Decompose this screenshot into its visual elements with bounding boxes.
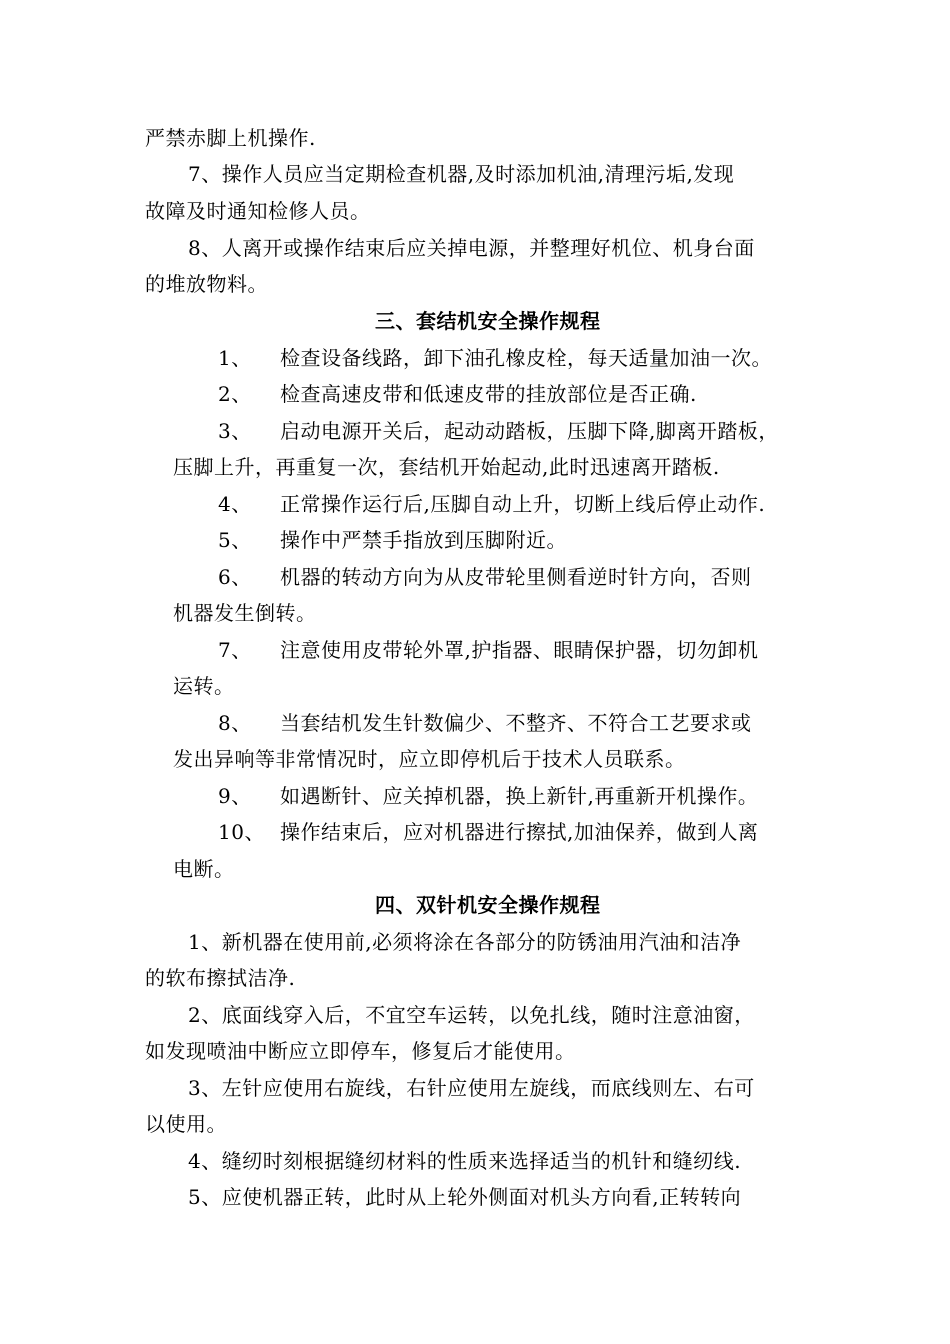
- text-line: 当套结机发生针数偏少、不整齐、不符合工艺要求或: [280, 711, 752, 735]
- item-number: 4、: [218, 492, 252, 516]
- text-line: 如发现喷油中断应立即停车，修复后才能使用。: [145, 1039, 576, 1063]
- item-number: 5、: [218, 528, 252, 552]
- text-line: 如遇断针、应关掉机器，换上新针,再重新开机操作。: [280, 784, 759, 808]
- item-number: 8、: [218, 711, 252, 735]
- text-line: 的堆放物料。: [145, 272, 268, 296]
- text-line: 注意使用皮带轮外罩,护指器、眼睛保护器，切勿卸机: [280, 638, 759, 662]
- text-line: 7、操作人员应当定期检查机器,及时添加机油,清理污垢,发现: [188, 162, 735, 186]
- item-number: 6、: [218, 565, 252, 589]
- text-line: 8、人离开或操作结束后应关掉电源，并整理好机位、机身台面: [188, 236, 755, 260]
- text-line: 5、应使机器正转，此时从上轮外侧面对机头方向看,正转转向: [188, 1185, 742, 1209]
- text-line: 机器的转动方向为从皮带轮里侧看逆时针方向，否则: [280, 565, 752, 589]
- text-line: 3、左针应使用右旋线，右针应使用左旋线，而底线则左、右可: [188, 1076, 755, 1100]
- text-line: 检查设备线路，卸下油孔橡皮栓，每天适量加油一次。: [280, 346, 772, 370]
- text-line: 电断。: [173, 857, 235, 881]
- item-number: 1、: [218, 346, 252, 370]
- text-line: 以使用。: [145, 1112, 227, 1136]
- text-line: 压脚上升，再重复一次，套结机开始起动,此时迅速离开踏板.: [173, 455, 720, 479]
- text-line: 操作结束后，应对机器进行擦拭,加油保养，做到人离: [280, 820, 759, 844]
- section-title: 四、双针机安全操作规程: [375, 893, 601, 917]
- text-line: 2、底面线穿入后，不宜空车运转，以免扎线，随时注意油窗，: [188, 1003, 755, 1027]
- text-line: 检查高速皮带和低速皮带的挂放部位是否正确.: [280, 382, 697, 406]
- text-line: 4、缝纫时刻根据缝纫材料的性质来选择适当的机针和缝纫线.: [188, 1149, 742, 1173]
- text-line: 严禁赤脚上机操作.: [145, 126, 316, 150]
- text-line: 机器发生倒转。: [173, 601, 317, 625]
- text-line: 正常操作运行后,压脚自动上升，切断上线后停止动作.: [280, 492, 766, 516]
- text-line: 1、新机器在使用前,必须将涂在各部分的防锈油用汽油和洁净: [188, 930, 742, 954]
- section-title: 三、套结机安全操作规程: [375, 309, 601, 333]
- item-number: 10、: [218, 820, 265, 844]
- text-line: 启动电源开关后，起动动踏板，压脚下降,脚离开踏板，: [280, 419, 779, 443]
- text-line: 故障及时通知检修人员。: [145, 199, 371, 223]
- text-line: 的软布擦拭洁净.: [145, 966, 296, 990]
- text-line: 操作中严禁手指放到压脚附近。: [280, 528, 567, 552]
- item-number: 3、: [218, 419, 252, 443]
- text-line: 发出异响等非常情况时，应立即停机后于技术人员联系。: [173, 747, 686, 771]
- item-number: 7、: [218, 638, 252, 662]
- item-number: 9、: [218, 784, 252, 808]
- text-line: 运转。: [173, 674, 235, 698]
- item-number: 2、: [218, 382, 252, 406]
